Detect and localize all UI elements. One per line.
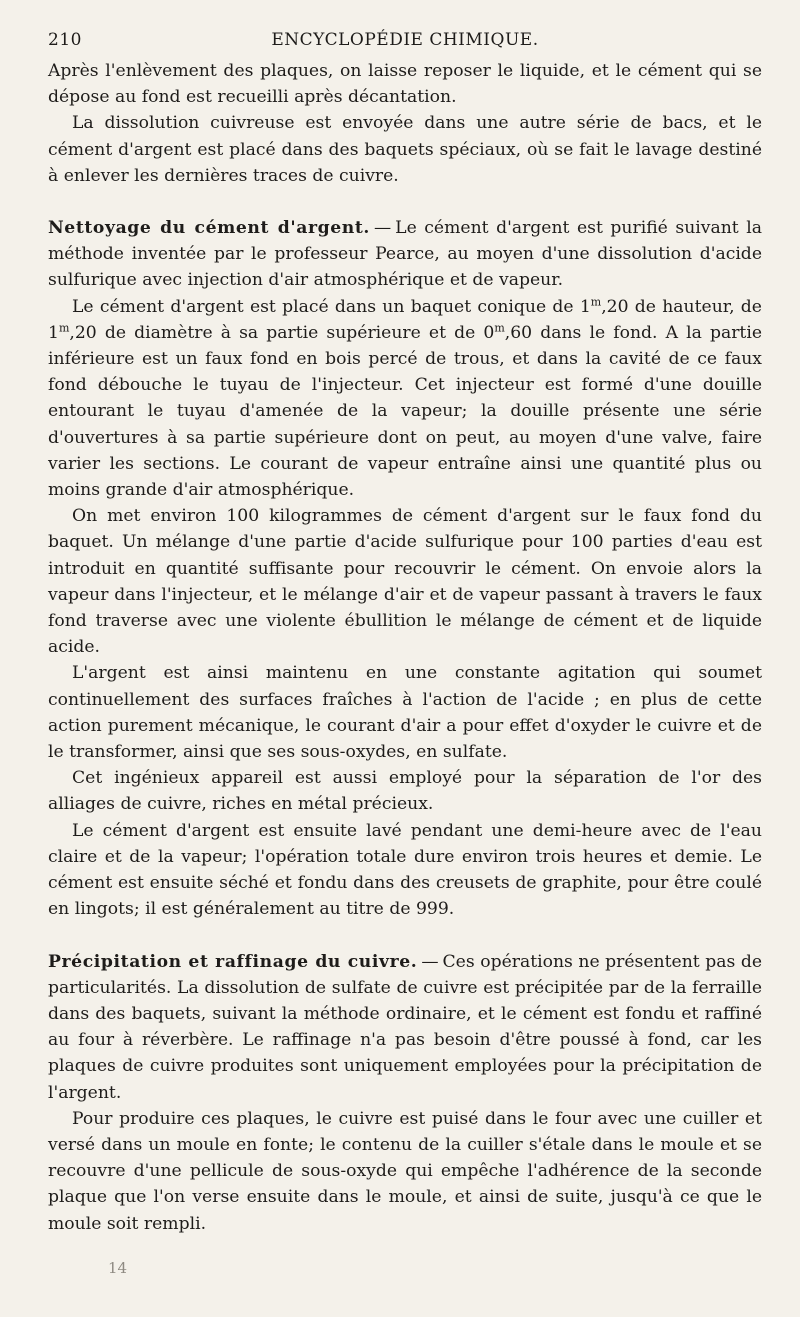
text-run: ,20 de diamètre à sa partie supérieure et de 0	[69, 322, 495, 343]
text-run: ,60 dans le fond. A la partie inférieure est un faux fond en bois percé de trous, et dans la cavité de ce faux fond débouche le tuyau de l'injecteur. Cet injecteur est formé d'une douille entourant le tuyau d'amenée de la vapeur; la douille présente une série d'ouvertures à sa partie supérieure dont on peut, au moyen d'une valve, faire varier les sections. Le courant de vapeur entraîne ainsi une quantité plus ou moins grande d'air atmosphérique.	[48, 322, 762, 501]
signature-mark: 14	[108, 1259, 128, 1277]
running-title: ENCYCLOPÉDIE CHIMIQUE.	[271, 30, 539, 50]
unit-superscript: m	[590, 294, 602, 308]
text-run: ,20 de hauteur, de 1	[48, 296, 762, 343]
section-nettoyage	[48, 215, 762, 294]
section-heading: Précipitation et raffinage du cuivre.	[48, 951, 418, 972]
paragraph: La dissolution cuivreuse est envoyée dans une autre série de bacs, et le cément d'argent est placé dans des baquets spéciaux, où se fait le lavage destiné à enlever les dernières traces de cuivre.	[48, 113, 762, 186]
paragraph: Le cément d'argent est ensuite lavé pendant une demi-heure avec de l'eau claire et de la vapeur; l'opération totale dure environ trois heures et demie. Le cément est ensuite séché et fondu dans des creusets de graphite, pour être coulé en lingots; il est généralement au titre de 999.	[48, 820, 762, 920]
text-run: Le cément d'argent est placé dans un baquet conique de 1	[72, 296, 591, 317]
paragraph: Cet ingénieux appareil est aussi employé pour la séparation de l'or des alliages de cuivre, riches en métal précieux.	[48, 768, 762, 815]
paragraph-dimensions	[48, 294, 762, 504]
section-precipitation	[48, 949, 762, 1106]
section-intro: Le cément d'argent est purifié suivant la méthode inventée par le professeur Pearce, au moyen d'une dissolution d'acide sulfurique avec injection d'air atmosphérique et de vapeur.	[48, 218, 762, 291]
section-intro: Ces opérations ne présentent pas de particularités. La dissolution de sulfate de cuivre est précipitée par de la ferraille dans des baquets, suivant la méthode ordinaire, et le cément est fondu et raffiné au four à réverbère. Le raffinage n'a pas besoin d'être poussé à fond, car les plaques de cuivre produites sont uniquement employées pour la précipitation de l'argent.	[48, 951, 762, 1103]
em-dash: —	[373, 218, 392, 239]
unit-superscript: m	[494, 321, 505, 335]
section-heading: Nettoyage du cément d'argent.	[48, 218, 370, 239]
em-dash: —	[421, 951, 439, 972]
paragraph: L'argent est ainsi maintenu en une constante agitation qui soumet continuellement des surfaces fraîches à l'action de l'acide ; en plus de cette action purement mécanique, le courant d'air a pour effet d'oxyder le cuivre et de le transformer, ainsi que ses sous-oxydes, en sulfate.	[48, 663, 762, 763]
paragraph: Après l'enlèvement des plaques, on laisse reposer le liquide, et le cément qui se dépose au fond est recueilli après décantation.	[48, 61, 762, 108]
paragraph: On met environ 100 kilogrammes de cément d'argent sur le faux fond du baquet. Un mélange d'une partie d'acide sulfurique pour 100 parties d'eau est introduit en quantité suffisante pour recouvrir le cément. On envoie alors la vapeur dans l'injecteur, et le mélange d'air et de vapeur passant à travers le faux fond traverse avec une violente ébullition le mélange de cément et de liquide acide.	[48, 506, 762, 658]
paragraph: Pour produire ces plaques, le cuivre est puisé dans le four avec une cuiller et versé dans un moule en fonte; le contenu de la cuiller s'étale dans le moule et se recouvre d'une pellicule de sous-oxyde qui empêche l'adhérence de la seconde plaque que l'on verse ensuite dans le moule, et ainsi de suite, jusqu'à ce que le moule soit rempli.	[48, 1108, 762, 1234]
running-head	[48, 30, 762, 50]
unit-superscript: m	[58, 321, 70, 335]
body-text	[48, 58, 762, 1237]
page-number: 210	[48, 30, 82, 50]
